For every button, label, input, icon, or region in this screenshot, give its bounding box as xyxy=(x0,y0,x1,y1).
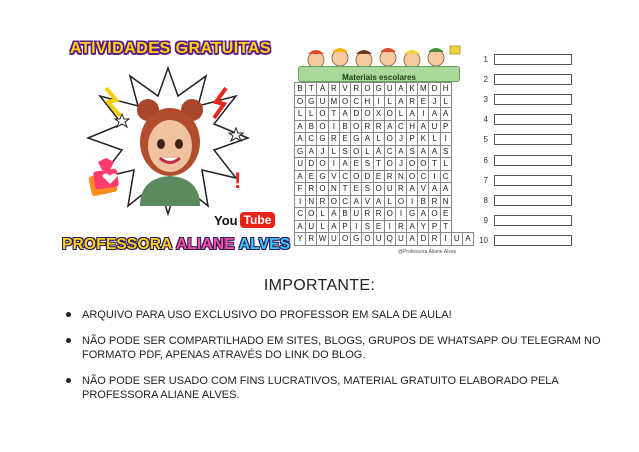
grid-cell: S xyxy=(362,183,373,196)
answer-row xyxy=(474,173,572,187)
answer-row xyxy=(474,133,572,147)
answer-number: 4 xyxy=(483,115,488,125)
grid-cell: R xyxy=(373,208,384,221)
grid-cell: L xyxy=(384,195,395,208)
grid-cell: L xyxy=(440,95,451,108)
grid-cell: O xyxy=(384,108,395,121)
grid-cell: O xyxy=(407,158,418,171)
answer-number: 2 xyxy=(483,74,488,84)
grid-cell: O xyxy=(384,208,395,221)
answer-field[interactable] xyxy=(494,54,572,65)
grid-cell: O xyxy=(340,95,351,108)
grid-cell: Y xyxy=(295,233,306,246)
grid-cell: J xyxy=(395,133,406,146)
bullet-icon xyxy=(66,312,71,317)
grid-cell: T xyxy=(306,83,317,96)
grid-cell: A xyxy=(328,208,339,221)
grid-cell: O xyxy=(373,183,384,196)
grid-cell: D xyxy=(351,108,362,121)
grid-cell: I xyxy=(351,220,362,233)
grid-row xyxy=(295,108,474,121)
grid-cell: U xyxy=(317,95,328,108)
answer-row xyxy=(474,72,572,86)
grid-cell: I xyxy=(440,133,451,146)
grid-cell: O xyxy=(418,158,429,171)
grid-cell: G xyxy=(407,208,418,221)
author-name-word: ALIANE xyxy=(175,236,239,253)
grid-cell: T xyxy=(429,158,440,171)
grid-cell: C xyxy=(340,170,351,183)
grid-cell: I xyxy=(429,170,440,183)
grid-cell: P xyxy=(440,120,451,133)
grid-cell: T xyxy=(373,158,384,171)
grid-cell: O xyxy=(317,183,328,196)
grid-cell: A xyxy=(295,133,306,146)
youtube-logo xyxy=(214,212,275,228)
grid-cell: L xyxy=(328,145,339,158)
grid-cell: A xyxy=(306,145,317,158)
grid-cell: N xyxy=(395,170,406,183)
grid-cell: L xyxy=(317,208,328,221)
answer-field[interactable] xyxy=(494,235,572,246)
grid-cell: C xyxy=(440,170,451,183)
notice-item xyxy=(62,308,602,322)
grid-cell: G xyxy=(351,233,362,246)
grid-cell: M xyxy=(328,95,339,108)
grid-cell: R xyxy=(362,120,373,133)
grid-cell: L xyxy=(384,95,395,108)
grid-cell: E xyxy=(306,170,317,183)
grid-cell: E xyxy=(373,220,384,233)
notice-item xyxy=(62,374,602,402)
grid-cell: C xyxy=(418,170,429,183)
grid-cell: H xyxy=(440,83,451,96)
answer-row xyxy=(474,193,572,207)
grid-cell: L xyxy=(317,220,328,233)
grid-cell: O xyxy=(351,145,362,158)
grid-cell: I xyxy=(328,158,339,171)
grid-cell: A xyxy=(384,120,395,133)
grid-cell: C xyxy=(295,208,306,221)
cover-panel xyxy=(58,36,291,266)
grid-cell: A xyxy=(395,95,406,108)
grid-cell: L xyxy=(362,145,373,158)
grid-cell: J xyxy=(317,145,328,158)
grid-row xyxy=(295,158,474,171)
word-search-grid xyxy=(294,82,474,246)
grid-cell: O xyxy=(317,108,328,121)
grid-cell: C xyxy=(351,95,362,108)
grid-cell: O xyxy=(395,195,406,208)
bullet-icon xyxy=(66,378,71,383)
grid-cell: J xyxy=(429,95,440,108)
grid-cell: P xyxy=(340,220,351,233)
grid-cell: S xyxy=(362,158,373,171)
answer-field[interactable] xyxy=(494,195,572,206)
answer-row xyxy=(474,234,572,248)
grid-cell: I xyxy=(328,120,339,133)
answer-row xyxy=(474,52,572,66)
grid-cell: G xyxy=(351,133,362,146)
notice-item-text: NÃO PODE SER COMPARTILHADO EM SITES, BLOGS, GRUPOS DE WHATSAPP OU TELEGRAM NO FORMATO PDF, APENAS ATRAVÉS DO LINK DO BLOG. xyxy=(82,335,601,361)
grid-cell: E xyxy=(373,170,384,183)
author-name-word: ALVES xyxy=(238,236,291,253)
grid-cell: A xyxy=(407,220,418,233)
notice-item-text: ARQUIVO PARA USO EXCLUSIVO DO PROFESSOR EM SALA DE AULA! xyxy=(82,309,452,321)
grid-cell: A xyxy=(407,233,418,246)
grid-row xyxy=(295,95,474,108)
grid-cell: Y xyxy=(418,220,429,233)
grid-cell: A xyxy=(295,120,306,133)
author-name-word: PROFESSORA xyxy=(62,236,176,253)
author-name xyxy=(62,236,291,254)
grid-cell: G xyxy=(317,170,328,183)
grid-cell: I xyxy=(440,233,451,246)
grid-cell: U xyxy=(373,233,384,246)
answer-number: 7 xyxy=(483,175,488,185)
answer-number: 8 xyxy=(483,195,488,205)
grid-cell: G xyxy=(295,145,306,158)
grid-cell: L xyxy=(306,108,317,121)
answer-number: 10 xyxy=(479,236,488,246)
grid-cell: O xyxy=(317,158,328,171)
notice-heading: IMPORTANTE: xyxy=(263,277,376,294)
grid-cell: A xyxy=(295,170,306,183)
grid-cell: H xyxy=(407,120,418,133)
grid-cell: O xyxy=(295,95,306,108)
grid-cell: A xyxy=(340,158,351,171)
grid-cell: T xyxy=(440,220,451,233)
grid-cell: A xyxy=(362,133,373,146)
answer-number: 6 xyxy=(483,155,488,165)
puzzle-title: Materiais escolares xyxy=(342,73,416,82)
grid-cell: O xyxy=(306,208,317,221)
answer-number: 1 xyxy=(483,54,488,64)
grid-cell: C xyxy=(395,120,406,133)
grid-cell: I xyxy=(395,208,406,221)
grid-cell: L xyxy=(440,158,451,171)
grid-cell: K xyxy=(418,133,429,146)
notice-list xyxy=(62,308,602,414)
grid-cell: V xyxy=(328,170,339,183)
grid-cell: S xyxy=(407,145,418,158)
answer-row xyxy=(474,153,572,167)
grid-cell: J xyxy=(395,158,406,171)
grid-cell: R xyxy=(395,183,406,196)
grid-cell: U xyxy=(384,183,395,196)
grid-cell: O xyxy=(362,108,373,121)
grid-cell: E xyxy=(340,133,351,146)
grid-cell: B xyxy=(340,208,351,221)
grid-cell: U xyxy=(451,233,462,246)
youtube-you-text: You xyxy=(214,212,238,228)
grid-cell: R xyxy=(306,183,317,196)
answer-row xyxy=(474,113,572,127)
grid-cell: S xyxy=(440,145,451,158)
grid-cell: B xyxy=(340,120,351,133)
grid-cell: Á xyxy=(317,83,328,96)
cover-banner: ATIVIDADES GRATUITAS xyxy=(69,40,272,57)
grid-cell: V xyxy=(362,195,373,208)
grid-cell: E xyxy=(351,183,362,196)
grid-cell: R xyxy=(407,95,418,108)
grid-cell: U xyxy=(384,83,395,96)
grid-cell: O xyxy=(351,120,362,133)
puzzle-title-banner xyxy=(298,66,460,82)
answer-number: 5 xyxy=(483,135,488,145)
grid-cell: C xyxy=(340,195,351,208)
answer-field[interactable] xyxy=(494,94,572,105)
grid-cell: F xyxy=(295,183,306,196)
grid-cell: A xyxy=(429,145,440,158)
grid-cell: O xyxy=(362,233,373,246)
grid-cell: O xyxy=(384,133,395,146)
puzzle-credit: @Professora.Aliane.Alves xyxy=(398,249,457,255)
answer-number: 3 xyxy=(483,94,488,104)
grid-cell: D xyxy=(306,158,317,171)
grid-row xyxy=(295,83,474,96)
grid-cell: U xyxy=(395,233,406,246)
grid-cell: A xyxy=(407,183,418,196)
grid-cell: I xyxy=(418,108,429,121)
answer-field[interactable] xyxy=(494,134,572,145)
grid-cell: G xyxy=(306,95,317,108)
grid-cell: C xyxy=(384,145,395,158)
grid-cell: R xyxy=(395,220,406,233)
grid-cell: B xyxy=(306,120,317,133)
answer-field[interactable] xyxy=(494,155,572,166)
grid-cell: I xyxy=(407,195,418,208)
grid-cell: A xyxy=(373,195,384,208)
grid-row xyxy=(295,183,474,196)
grid-cell: A xyxy=(418,208,429,221)
grid-cell: A xyxy=(440,183,451,196)
grid-row xyxy=(295,133,474,146)
grid-cell: N xyxy=(328,183,339,196)
grid-cell: A xyxy=(328,220,339,233)
answer-field[interactable] xyxy=(494,114,572,125)
grid-cell: P xyxy=(429,220,440,233)
grid-row xyxy=(295,170,474,183)
grid-cell: S xyxy=(340,145,351,158)
grid-cell: A xyxy=(295,220,306,233)
grid-cell: M xyxy=(418,83,429,96)
answer-field[interactable] xyxy=(494,215,572,226)
grid-cell: S xyxy=(362,220,373,233)
grid-cell: N xyxy=(306,195,317,208)
answer-field[interactable] xyxy=(494,74,572,85)
svg-text:!: ! xyxy=(234,168,242,193)
grid-cell: A xyxy=(418,145,429,158)
grid-cell: O xyxy=(429,208,440,221)
grid-cell: U xyxy=(306,220,317,233)
grid-cell: D xyxy=(429,83,440,96)
grid-cell: Q xyxy=(384,233,395,246)
answer-row xyxy=(474,92,572,106)
grid-cell: N xyxy=(440,195,451,208)
grid-cell: D xyxy=(362,170,373,183)
grid-cell: I xyxy=(373,95,384,108)
grid-cell: Á xyxy=(373,145,384,158)
grid-cell: R xyxy=(328,83,339,96)
grid-cell: A xyxy=(440,108,451,121)
grid-cell: O xyxy=(384,158,395,171)
grid-cell: O xyxy=(351,170,362,183)
grid-cell: V xyxy=(418,183,429,196)
grid-cell: E xyxy=(440,208,451,221)
grid-cell: C xyxy=(306,133,317,146)
grid-cell: A xyxy=(429,108,440,121)
grid-row xyxy=(295,195,474,208)
grid-cell: O xyxy=(340,233,351,246)
grid-cell: L xyxy=(373,133,384,146)
grid-row xyxy=(295,120,474,133)
answer-field[interactable] xyxy=(494,175,572,186)
teacher-avatar xyxy=(130,96,210,206)
grid-cell: E xyxy=(418,95,429,108)
grid-cell: I xyxy=(295,195,306,208)
grid-cell: E xyxy=(351,158,362,171)
grid-cell: I xyxy=(384,220,395,233)
grid-cell: R xyxy=(429,195,440,208)
grid-cell: U xyxy=(351,208,362,221)
grid-cell: T xyxy=(328,108,339,121)
grid-row xyxy=(295,220,474,233)
grid-cell: O xyxy=(407,170,418,183)
grid-cell: U xyxy=(328,233,339,246)
grid-cell: G xyxy=(373,83,384,96)
grid-cell: T xyxy=(340,183,351,196)
grid-cell: B xyxy=(295,83,306,96)
grid-cell: L xyxy=(429,133,440,146)
youtube-tube-badge: Tube xyxy=(240,212,276,228)
grid-cell: D xyxy=(418,233,429,246)
grid-cell: V xyxy=(340,83,351,96)
grid-cell: A xyxy=(340,108,351,121)
grid-cell: R xyxy=(429,233,440,246)
grid-cell: P xyxy=(407,133,418,146)
grid-row xyxy=(295,208,474,221)
grid-cell: O xyxy=(328,195,339,208)
notice-item-text: NÃO PODE SER USADO COM FINS LUCRATIVOS, MATERIAL GRATUITO ELABORADO PELA PROFESSORA ALIANE ALVES. xyxy=(82,375,559,401)
grid-cell: R xyxy=(351,83,362,96)
grid-cell: A xyxy=(395,83,406,96)
grid-cell: L xyxy=(295,108,306,121)
grid-row xyxy=(295,233,474,246)
grid-cell: A xyxy=(351,195,362,208)
grid-cell: A xyxy=(418,120,429,133)
grid-cell: R xyxy=(384,170,395,183)
grid-cell: R xyxy=(362,208,373,221)
word-search-panel xyxy=(288,36,474,262)
grid-cell: X xyxy=(373,108,384,121)
grid-cell: A xyxy=(395,145,406,158)
answer-row xyxy=(474,214,572,228)
grid-cell: U xyxy=(429,120,440,133)
grid-cell: L xyxy=(395,108,406,121)
bullet-icon xyxy=(66,338,71,343)
grid-cell: O xyxy=(317,120,328,133)
notice-item xyxy=(62,334,602,362)
grid-cell: B xyxy=(418,195,429,208)
grid-cell: R xyxy=(317,195,328,208)
grid-cell: W xyxy=(318,234,327,244)
grid-row xyxy=(295,145,474,158)
grid-cell: O xyxy=(362,83,373,96)
grid-cell: A xyxy=(429,183,440,196)
grid-cell: H xyxy=(362,95,373,108)
grid-cell: R xyxy=(328,133,339,146)
grid-cell: U xyxy=(295,158,306,171)
grid-cell: G xyxy=(317,133,328,146)
grid-cell: K xyxy=(407,83,418,96)
answer-number: 9 xyxy=(483,216,488,226)
grid-cell: A xyxy=(407,108,418,121)
grid-cell: R xyxy=(373,120,384,133)
grid-cell: R xyxy=(306,233,317,246)
grid-cell: A xyxy=(462,233,473,246)
